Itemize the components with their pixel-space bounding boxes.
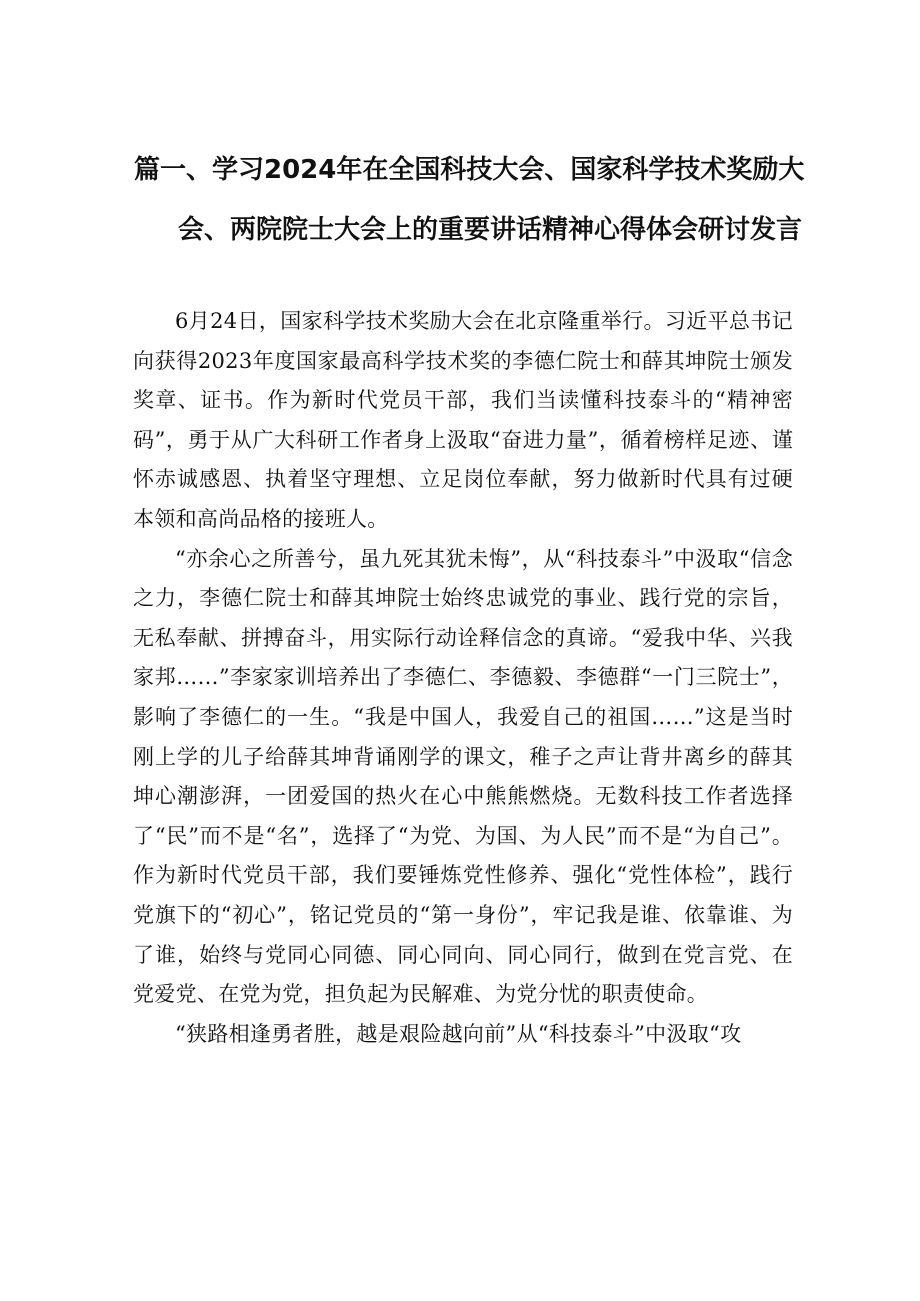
title-line-1: 篇一、学习2024年在全国科技大会、国家科学技术奖励大: [134, 155, 805, 185]
paragraph-1: 6月24日，国家科学技术奖励大会在北京隆重举行。习近平总书记向获得2023年度国家最高科学技术奖的李德仁院士和薛其坤院士颁发奖章、证书。作为新时代党员干部，我们当读懂科技泰斗的“精神密码”，勇于从广大科研工作者身上汲取“奋进力量”，循着榜样足迹、谨怀赤诚感恩、执着坚守理想、立足岗位奉献，努力做新时代具有过硬本领和高尚品格的接班人。: [133, 309, 793, 531]
paragraph-3: “狭路相逢勇者胜，越是艰险越向前”从“科技泰斗”中汲取“攻: [175, 1021, 742, 1046]
document-title: [120, 140, 805, 260]
title-line-2: 会、两院院士大会上的重要讲话精神心得体会研讨发言: [178, 215, 803, 245]
document-body: [133, 302, 793, 1054]
paragraph-2: “亦余心之所善兮，虽九死其犹未悔”，从“科技泰斗”中汲取“信念之力，李德仁院士和薛其坤院士始终忠诚党的事业、践行党的宗旨，无私奉献、拼搏奋斗，用实际行动诠释信念的真谛。“爱我中华、兴我家邦……”李家家训培养出了李德仁、李德毅、李德群“一门三院士”，影响了李德仁的一生。“我是中国人，我爱自己的祖国……”这是当时刚上学的儿子给薛其坤背诵刚学的课文，稚子之声让背井离乡的薛其坤心潮澎湃，一团爱国的热火在心中熊熊燃烧。无数科技工作者选择了“民”而不是“名”，选择了“为党、为国、为人民”而不是“为自己”。作为新时代党员干部，我们要锤炼党性修养、强化“党性体检”，践行党旗下的“初心”，铭记党员的“第一身份”，牢记我是谁、依靠谁、为了谁，始终与党同心同德、同心同向、同心同行，做到在党言党、在党爱党、在党为党，担负起为民解难、为党分忧的职责使命。: [133, 546, 793, 1007]
